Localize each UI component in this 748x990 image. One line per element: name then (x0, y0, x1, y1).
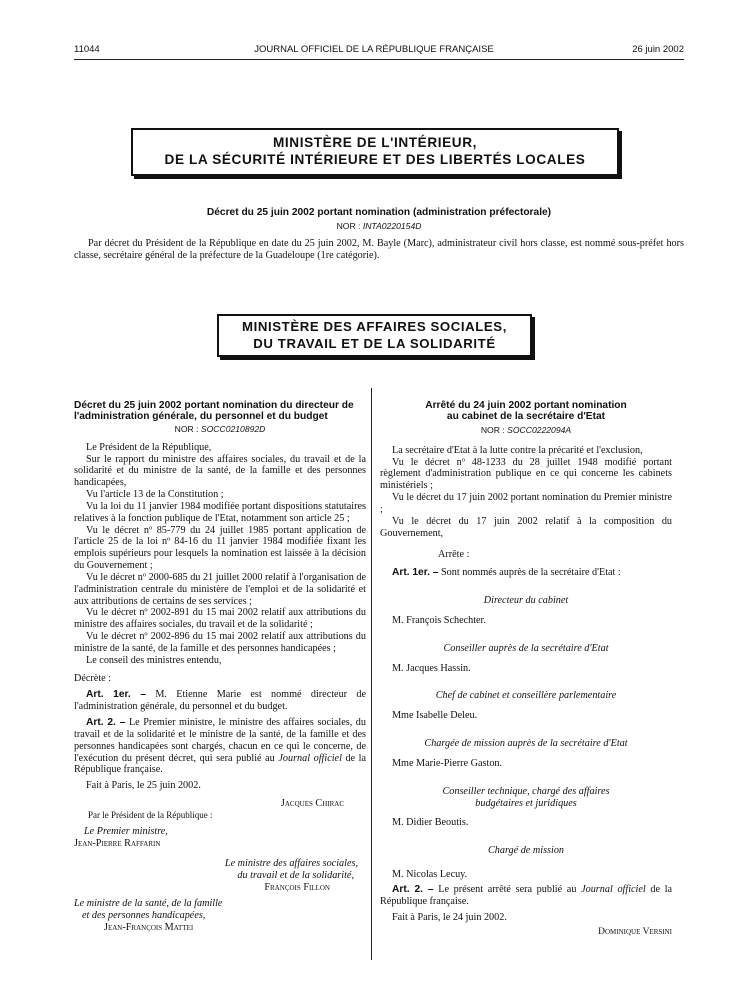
decree1-nor-label: NOR : (336, 221, 361, 231)
decree1-nor-code: INTA0220154D (362, 221, 422, 231)
arrete-art1-label: Art. 1er. – (392, 567, 439, 579)
arrete-done: Fait à Paris, le 24 juin 2002. (392, 911, 507, 923)
ministry-interior-box (131, 128, 619, 176)
arrete-column (380, 400, 672, 938)
ministry-social-box (217, 314, 532, 357)
decree2-art2-journal: Journal officiel (278, 752, 342, 764)
arrete-art2-text-a: Le présent arrêté sera publié au (438, 883, 577, 895)
decree2-signer: Jacques Chirac (280, 798, 344, 809)
arrete-art2-text-b: de la République française. (380, 883, 673, 907)
appointment-role: Chef de cabinet et conseillère parlementaire (435, 690, 617, 702)
decree2-visa: Vu le décret nº 2002-891 du 15 mai 2002 relatif aux attributions du ministre des affaires sociales, du travail et de la solidarité ; (74, 607, 366, 631)
header-rule (74, 59, 684, 60)
ministry-social-line1: MINISTÈRE DES AFFAIRES SOCIALES, (242, 319, 507, 334)
arrete-art1-text: Sont nommés auprès de la secrétaire d'Etat : (440, 567, 621, 579)
decree2-visa: Le conseil des ministres entendu, (86, 654, 222, 666)
arrete-article-1 (380, 567, 672, 579)
decree1-title: Décret du 25 juin 2002 portant nomination (administration préfectorale) (206, 207, 552, 218)
arrete-title-2: au cabinet de la secrétaire d'Etat (446, 411, 606, 423)
decree2-intro: Le Président de la République, (86, 441, 212, 453)
decree2-art2-text-b: de la République française. (74, 752, 367, 776)
decree2-decrete: Décrète : (74, 672, 112, 684)
arrete-visa: Vu le décret du 17 juin 2002 portant nomination du Premier ministre ; (380, 492, 672, 515)
arrete-arrete-word: Arrête : (438, 549, 470, 561)
arrete-nor (380, 426, 672, 436)
arrete-nor-label: NOR : (480, 424, 505, 435)
decree2-visa: Sur le rapport du ministre des affaires sociales, du travail et de la solidarité et du ministre de la santé, de la famille et des personnes handicapées, (74, 453, 366, 489)
appointment-name: M. François Schechter. (392, 614, 486, 626)
decree1-body: Par décret du Président de la République en date du 25 juin 2002, M. Bayle (Marc), administrateur civil hors classe, est nommé sous-préfet hors classe, secrétaire général de la préfecture de la Guadeloupe (1re catégorie). (74, 238, 684, 261)
page-number: 11044 (74, 44, 100, 55)
appointment-name: M. Didier Beoutis. (392, 817, 469, 829)
decree2-visa: Vu la loi du 11 janvier 1984 modifiée portant dispositions statutaires relatives à la fonction publique de l'Etat, notamment son article 25 ; (74, 500, 366, 524)
decree2-nor (74, 425, 366, 435)
decree2-title: Décret du 25 juin 2002 portant nomination du directeur de l'administration générale, du personnel et du budget (74, 400, 354, 423)
arrete-visa: Vu le décret du 17 juin 2002 relatif à la composition du Gouvernement, (380, 515, 672, 539)
appointment-role: Chargée de mission auprès de la secrétaire d'Etat (424, 738, 628, 750)
decree2-article-1 (74, 689, 366, 713)
appointment-role: Directeur du cabinet (483, 595, 569, 607)
appointment-name: Mme Marie-Pierre Gaston. (392, 757, 503, 769)
decree2-nor-code: SOCC0210892D (200, 423, 266, 434)
decree2-visa: Vu le décret nº 85-779 du 24 juillet 1985 portant application de l'article 25 de la loi nº 84-16 du 11 janvier 1984 modifiée fixant les emplois supérieurs pour lesquels la nomination est laissée à la décision du Gouvernement ; (74, 524, 366, 572)
appointment-name: M. Nicolas Lecuy. (392, 869, 468, 881)
ministry-social-line2: DU TRAVAIL ET DE LA SOLIDARITÉ (253, 335, 496, 351)
appointment-name: M. Jacques Hassin. (392, 662, 471, 674)
decree1-nor (74, 222, 684, 232)
decree2-min-health-title-1: Le ministre de la santé, de la famille (74, 898, 223, 910)
decree2-min-social-title-2: du travail et de la solidarité, (237, 869, 354, 881)
arrete-signer: Dominique Versini (598, 927, 672, 938)
decree2-pm-name: Jean-Pierre Raffarin (74, 838, 161, 850)
arrete-visa: Vu le décret nº 48-1233 du 28 juillet 1948 modifié portant règlement d'administration publique en ce qui concerne les cabinets ministériels ; (380, 456, 672, 492)
decree2-art1-label: Art. 1er. – (86, 689, 146, 701)
arrete-article-2 (380, 884, 672, 908)
decree2-art2-label: Art. 2. – (86, 717, 126, 729)
decree2-art1-text: M. Etienne Marie est nommé directeur de l'administration générale, du personnel et du budget. (74, 689, 367, 713)
arrete-art2-journal: Journal officiel (581, 883, 646, 895)
decree2-visa: Vu le décret nº 2002-896 du 15 mai 2002 relatif aux attributions du ministre de la santé, de la famille et des personnes handicapées ; (74, 631, 366, 654)
journal-title: JOURNAL OFFICIEL DE LA RÉPUBLIQUE FRANÇAISE (254, 44, 494, 55)
decree2-min-social-name: François Fillon (264, 881, 330, 893)
arrete-art2-label: Art. 2. – (392, 883, 434, 895)
appointment-role: Chargé de mission (487, 845, 565, 857)
column-divider (371, 388, 372, 960)
decree2-min-social-title-1: Le ministre des affaires sociales, (224, 857, 358, 869)
header-date: 26 juin 2002 (632, 44, 684, 55)
decree2-nor-label: NOR : (174, 423, 199, 434)
appointment-role: Conseiller technique, chargé des affaires budgétaires et juridiques (442, 785, 610, 809)
ministry-interior-line1: MINISTÈRE DE L'INTÉRIEUR, (272, 135, 478, 151)
ministry-interior-line2: DE LA SÉCURITÉ INTÉRIEURE ET DES LIBERTÉS LOCALES (164, 152, 586, 167)
decree2-done: Fait à Paris, le 25 juin 2002. (86, 780, 201, 792)
decree2-pm-title: Le Premier ministre, (84, 826, 168, 838)
appointment-name: Mme Isabelle Deleu. (392, 710, 478, 722)
decree2-art2-text-a: Le Premier ministre, le ministre des affaires sociales, du travail et de la solidarité et le ministre de la santé, de la famille et des personnes handicapées sont chargés, chacun en ce qui le concerne, de l'exécution du présent décret, qui sera publié au (74, 717, 366, 764)
decree2-min-health-title-2: et des personnes handicapées, (82, 910, 206, 922)
decree2-visa: Vu l'article 13 de la Constitution ; (86, 489, 224, 501)
arrete-title-1: Arrêté du 24 juin 2002 portant nomination (425, 400, 627, 411)
decree2-by-president: Par le Président de la République : (88, 809, 213, 820)
appointment-role: Conseiller auprès de la secrétaire d'Etat (443, 642, 609, 654)
decree2-article-2 (74, 717, 366, 776)
arrete-intro: La secrétaire d'Etat à la lutte contre la précarité et l'exclusion, (392, 444, 643, 456)
decree2-column (74, 400, 366, 934)
decree2-min-health-name: Jean-François Mattei (104, 922, 194, 934)
arrete-nor-code: SOCC0222094A (507, 424, 572, 435)
decree2-visa: Vu le décret nº 2000-685 du 21 juillet 2000 relatif à l'organisation de l'administration centrale du ministère de l'emploi et de la solidarité et aux attributions de certains de ses services ; (74, 571, 366, 607)
